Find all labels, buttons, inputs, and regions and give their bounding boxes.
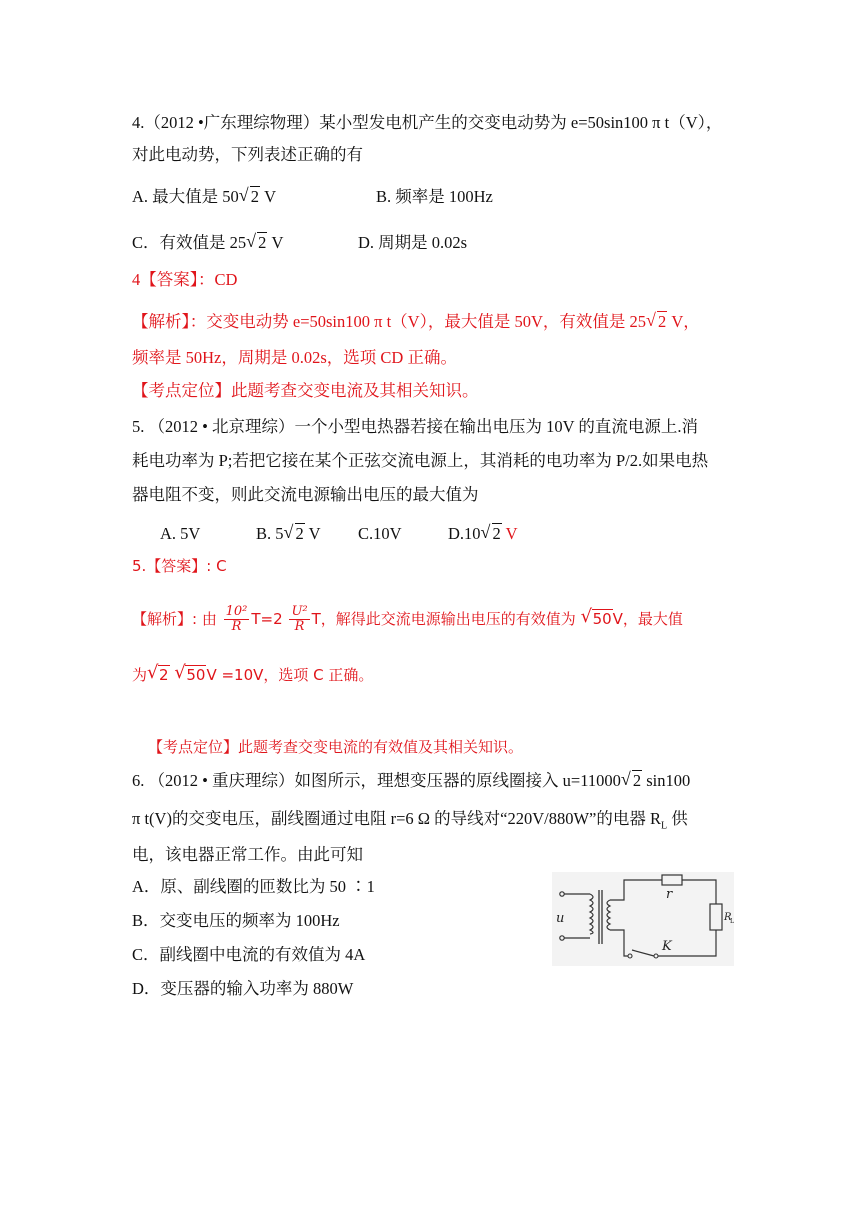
q4-analysis-line2: 频率是 50Hz，周期是 0.02s，选项 CD 正确。 — [132, 348, 457, 367]
q5-option-d: D.10√ 2 V — [448, 523, 518, 545]
q5-keypoint: 【考点定位】此题考查交变电流的有效值及其相关知识。 — [148, 738, 524, 756]
q5-option-c: C.10V — [358, 524, 402, 543]
q6-option-c: C．副线圈中电流的有效值为 4A — [132, 945, 366, 964]
circuit-svg — [552, 872, 734, 966]
q5-stem-line2: 耗电功率为 P;若把它接在某个正弦交流电源上，其消耗的电功率为 P/2.如果电热 — [132, 451, 709, 470]
fraction-usq-over-r: $\frac{\text{U²}}{R}$ — [291, 604, 308, 634]
q5-analysis-line1: 【解析】: 由 $\frac{\text{10²}}{R}$ T=2 $\frac{\text{U²}}{R}$ T，解得此交流电源输出电压的有效值为 √ 50V，最大值 — [132, 604, 683, 634]
q4-analysis-line1: 【解析】：交变电动势 e=50sin100 π t（V），最大值是 50V，有效值是 25√ 2 V， — [132, 311, 700, 333]
q6-option-a: A．原、副线圈的匝数比为 50 ∶1 — [132, 877, 375, 896]
label-rl: R — [724, 912, 732, 923]
q4-option-a: A. 最大值是 50√ 2 V — [132, 186, 276, 208]
q4-keypoint: 【考点定位】此题考查交变电流及其相关知识。 — [132, 381, 479, 400]
transformer-circuit-diagram — [552, 872, 734, 966]
q5-stem-line1: 5. （2012 • 北京理综）一个小型电热器若接在输出电压为 10V 的直流电源上.消 — [132, 417, 699, 436]
q6-stem-line1: 6. （2012 • 重庆理综）如图所示，理想变压器的原线圈接入 u=11000√ 2 sin100 — [132, 770, 690, 792]
q4-stem-line1: 4.（2012 •广东理综物理）某小型发电机产生的交变电动势为 e=50sin100 π t（V）， — [132, 113, 723, 132]
q5-option-a: A. 5V — [160, 524, 201, 543]
label-k: K — [662, 939, 672, 954]
label-u: u — [556, 911, 565, 926]
fraction-10sq-over-r: $\frac{\text{10²}}{R}$ — [225, 604, 248, 634]
q4-option-c: C．有效值是 25√ 2 V — [132, 232, 283, 254]
q4-answer: 4【答案】：CD — [132, 270, 238, 289]
q4-stem-line2: 对此电动势，下列表述正确的有 — [132, 145, 363, 164]
q6-option-d: D．变压器的输入功率为 880W — [132, 979, 354, 998]
q5-option-b: B. 5√ 2 V — [256, 523, 321, 545]
q4-option-b: B. 频率是 100Hz — [376, 187, 493, 206]
q6-stem-line2: π t(V)的交变电压，副线圈通过电阻 r=6 Ω 的导线对“220V/880W”的电器 $R_L$ 供 — [132, 809, 688, 832]
q6-option-b: B．交变电压的频率为 100Hz — [132, 911, 340, 930]
q6-stem-line3: 电，该电器正常工作。由此可知 — [132, 845, 363, 864]
q4-option-d: D. 周期是 0.02s — [358, 233, 468, 252]
q5-answer: 5.【答案】: C — [132, 557, 227, 575]
label-r: r — [666, 887, 673, 902]
label-rl-sub: L — [730, 918, 734, 925]
q5-stem-line3: 器电阻不变，则此交流电源输出电压的最大值为 — [132, 485, 479, 504]
q5-analysis-line2: 为√ 2 √ 50V =10V，选项 C 正确。 — [132, 664, 373, 686]
